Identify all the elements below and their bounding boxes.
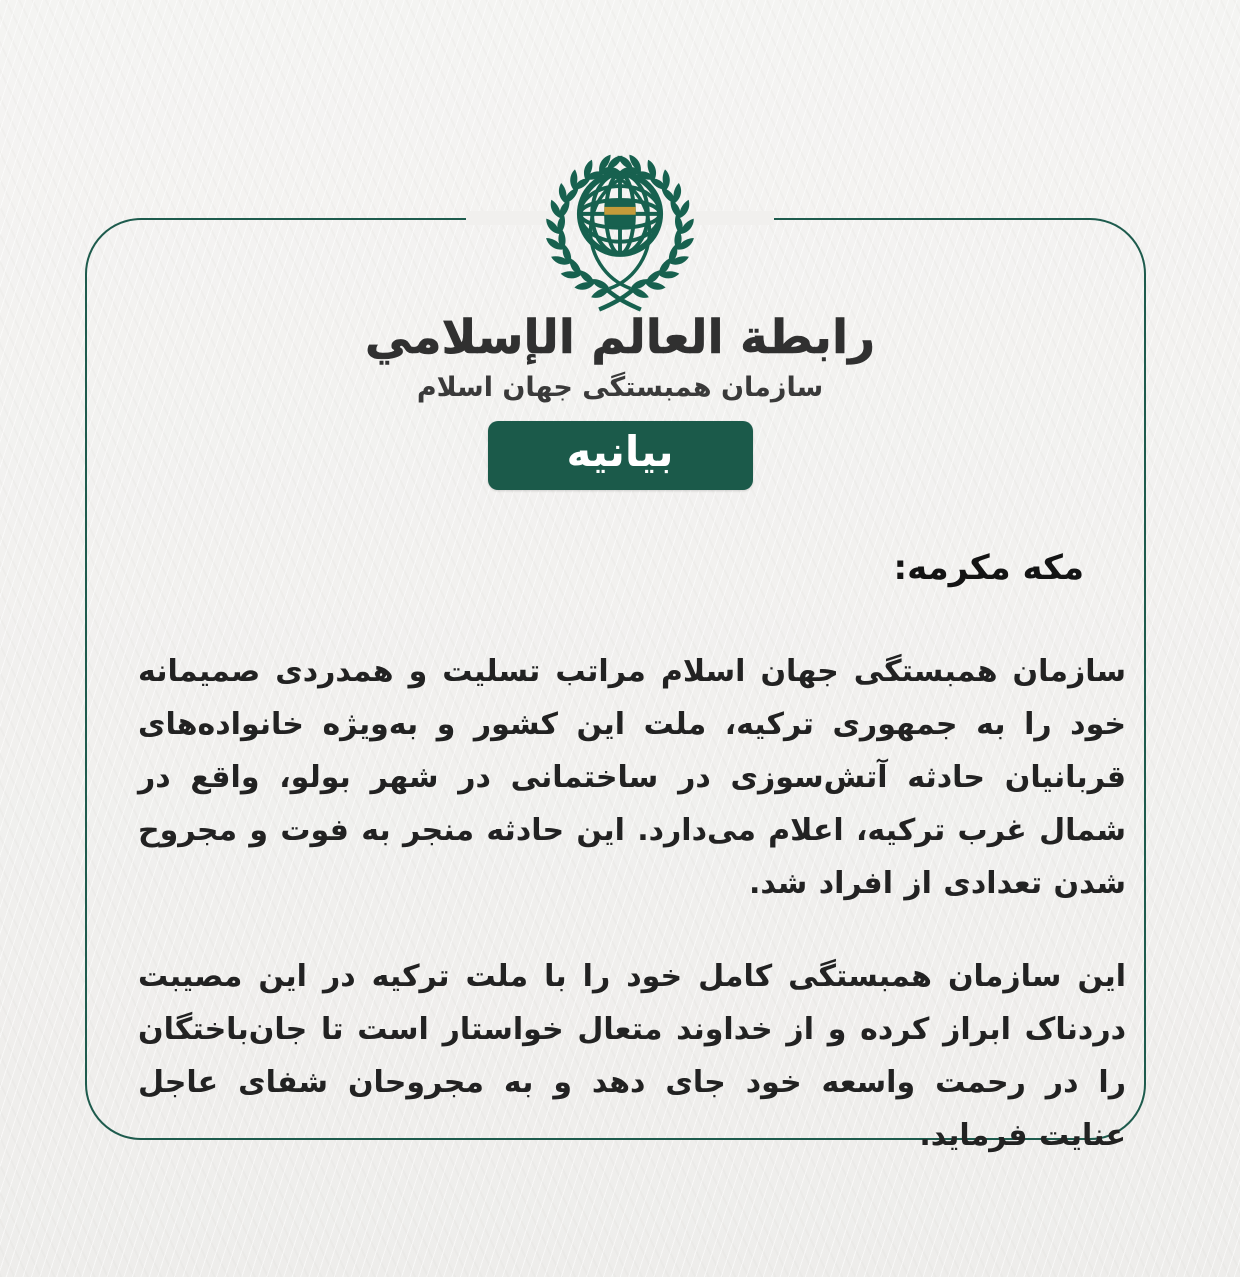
statement-banner-label: بیانیه	[566, 426, 674, 476]
statement-banner	[488, 421, 753, 490]
statement-body	[138, 547, 1126, 1202]
statement-heading: مکه مکرمه:	[893, 548, 1084, 588]
organization-persian-name: سازمان همبستگی جهان اسلام	[416, 372, 824, 403]
statement-paragraph: سازمان همبستگی جهان اسلام مراتب تسلیت و همدردی صمیمانه خود را به جمهوری ترکیه، ملت این کشور و به‌ویژه خانواده‌های قربانیان حادثه آتش‌سوزی در ساختمانی در شهر بولو، واقع در شمال غرب ترکیه، اعلام می‌دارد. این حادثه منجر به فوت و مجروح شدن تعدادی از افراد شد.	[138, 654, 1126, 901]
statement-paragraph: این سازمان همبستگی کامل خود را با ملت ترکیه در این مصیبت دردناک ابراز کرده و از خداوند متعال خواستار است تا جان‌باختگان را در رحمت واسعه خود جای دهد و به مجروحان شفای عاجل عنایت فرماید.	[138, 959, 1126, 1153]
organization-arabic-name: رابطة العالم الإسلامي	[364, 310, 876, 365]
mwl-emblem-icon	[533, 146, 707, 320]
brand-header	[0, 146, 1240, 490]
